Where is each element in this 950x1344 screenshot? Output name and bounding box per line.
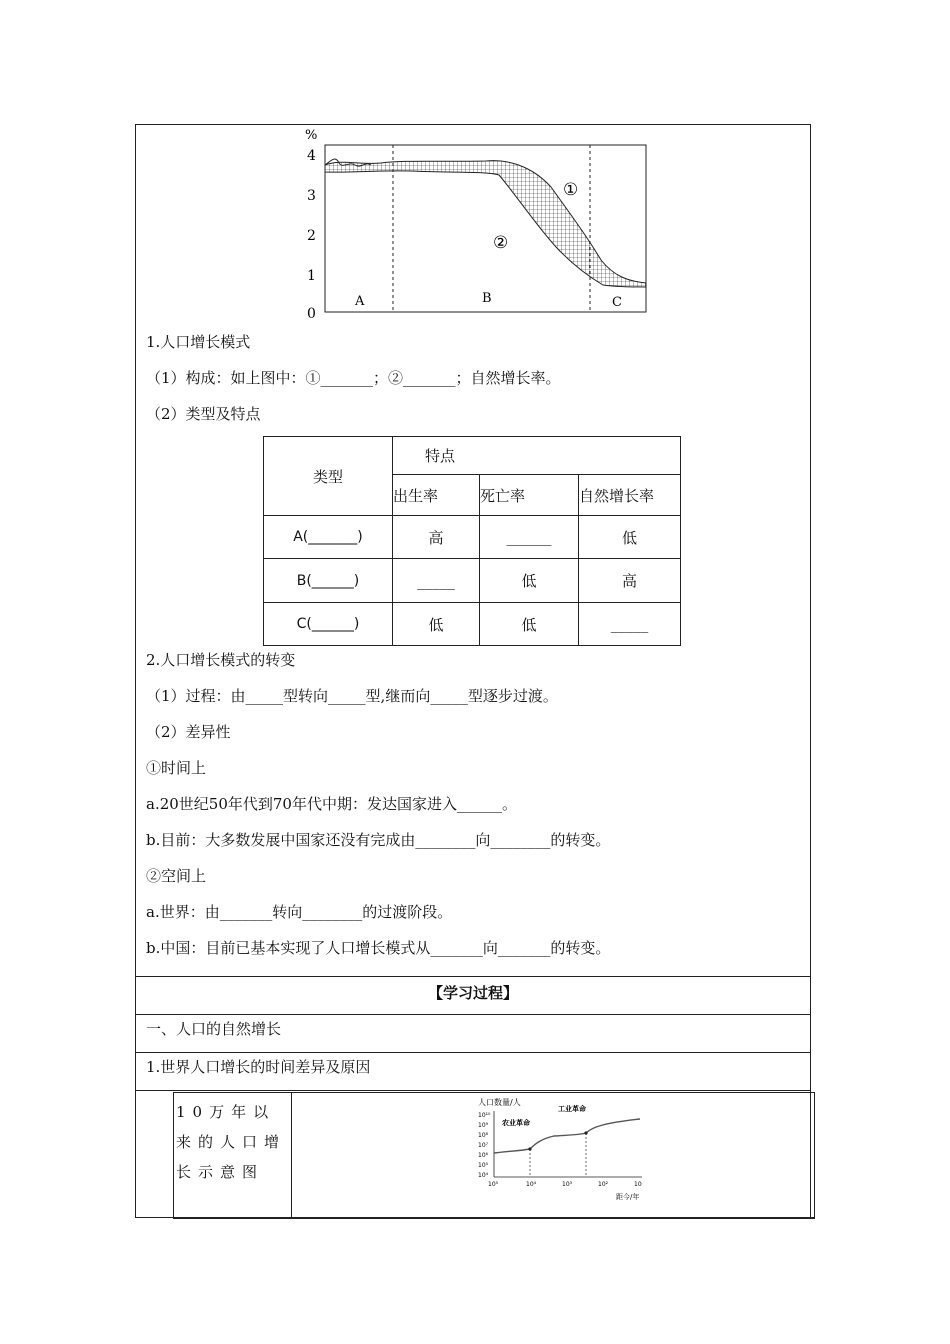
- y-tick: 10⁷: [478, 1142, 489, 1149]
- time-heading: ①时间上: [146, 759, 207, 777]
- row-a-growth: 低: [579, 516, 681, 559]
- industrial-revolution-label: 工业革命: [558, 1105, 586, 1113]
- section2-title: 2.人口增长模式的转变: [146, 651, 296, 669]
- space-heading: ②空间上: [146, 867, 207, 885]
- row-c-death: 低: [480, 603, 579, 646]
- figure-caption: 10万年以来的人口增长示意图: [174, 1093, 292, 1219]
- col-growth-rate: 自然增长率: [579, 475, 681, 516]
- agri-revolution-label: 农业革命: [502, 1119, 530, 1127]
- industrial-point: [584, 1131, 587, 1134]
- composition-line: （1）构成：如上图中：①_______；②_______；自然增长率。: [146, 369, 561, 387]
- y-tick: 10¹⁰: [478, 1112, 491, 1119]
- type-header: 类型: [264, 437, 393, 516]
- growth-band: [325, 161, 646, 287]
- row-c-type: C(______): [264, 603, 393, 646]
- y-tick-4: 4: [307, 148, 316, 164]
- item1-title: 1.世界人口增长的时间差异及原因: [146, 1058, 371, 1076]
- population-type-table: [263, 436, 681, 646]
- series-mark-2: ②: [493, 233, 509, 253]
- worksheet-frame: [135, 124, 811, 1218]
- stage-c-label: C: [612, 295, 622, 310]
- row-b-death: 低: [480, 559, 579, 603]
- series-mark-1: ①: [563, 180, 579, 200]
- space-a-line: a.世界：由_______转向________的过渡阶段。: [146, 903, 453, 921]
- row-c-birth: 低: [393, 603, 480, 646]
- row-b-birth: _____: [393, 559, 480, 603]
- row-a-death: ______: [480, 516, 579, 559]
- y-tick-0: 0: [307, 306, 316, 322]
- y-tick: 10⁴: [478, 1172, 489, 1179]
- divider: [136, 976, 810, 977]
- x-axis-label: 距今/年: [616, 1193, 640, 1201]
- diff-heading: （2）差异性: [146, 723, 231, 741]
- y-tick: 10⁹: [478, 1122, 489, 1129]
- row-b-type: B(______): [264, 559, 393, 603]
- x-tick: 10⁴: [526, 1181, 537, 1188]
- stage-b-label: B: [482, 291, 492, 306]
- divider: [136, 1052, 810, 1053]
- growth-figure-box: [173, 1092, 815, 1219]
- row-a-type: A(_______): [264, 516, 393, 559]
- study-heading: 【学习过程】: [427, 984, 518, 1002]
- row-b-growth: 高: [579, 559, 681, 603]
- feature-header: 特点: [393, 437, 681, 475]
- time-a-line: a.20世纪50年代到70年代中期：发达国家进入______。: [146, 795, 517, 813]
- part1-title: 一、人口的自然增长: [146, 1020, 282, 1038]
- y-tick: 10⁵: [478, 1162, 489, 1169]
- x-tick: 10: [634, 1181, 642, 1188]
- x-tick: 10²: [598, 1181, 609, 1188]
- y-axis-label: 人口数量/人: [478, 1098, 521, 1107]
- population-100k-years-chart: [474, 1095, 664, 1207]
- row-a-birth: 高: [393, 516, 480, 559]
- y-tick-2: 2: [307, 228, 316, 244]
- y-tick-3: 3: [307, 188, 316, 204]
- stage-a-label: A: [355, 294, 365, 309]
- col-death-rate: 死亡率: [480, 475, 579, 516]
- y-tick: 10⁶: [478, 1152, 489, 1159]
- divider: [136, 1014, 810, 1015]
- section1-title: 1.人口增长模式: [146, 333, 251, 351]
- x-tick: 10⁵: [488, 1181, 499, 1188]
- divider: [136, 1090, 810, 1091]
- process-line: （1）过程：由_____型转向_____型,继而向_____型逐步过渡。: [146, 687, 558, 705]
- types-heading: （2）类型及特点: [146, 405, 261, 423]
- row-c-growth: _____: [579, 603, 681, 646]
- space-b-line: b.中国：目前已基本实现了人口增长模式从_______向_______的转变。: [146, 939, 611, 957]
- y-tick-1: 1: [307, 268, 316, 284]
- agri-point: [528, 1147, 531, 1150]
- growth-model-chart: [301, 125, 651, 325]
- y-unit: %: [305, 128, 318, 143]
- x-tick: 10³: [562, 1181, 573, 1188]
- col-birth-rate: 出生率: [393, 475, 480, 516]
- time-b-line: b.目前：大多数发展中国家还没有完成由________向________的转变。: [146, 831, 611, 849]
- y-tick: 10⁸: [478, 1132, 489, 1139]
